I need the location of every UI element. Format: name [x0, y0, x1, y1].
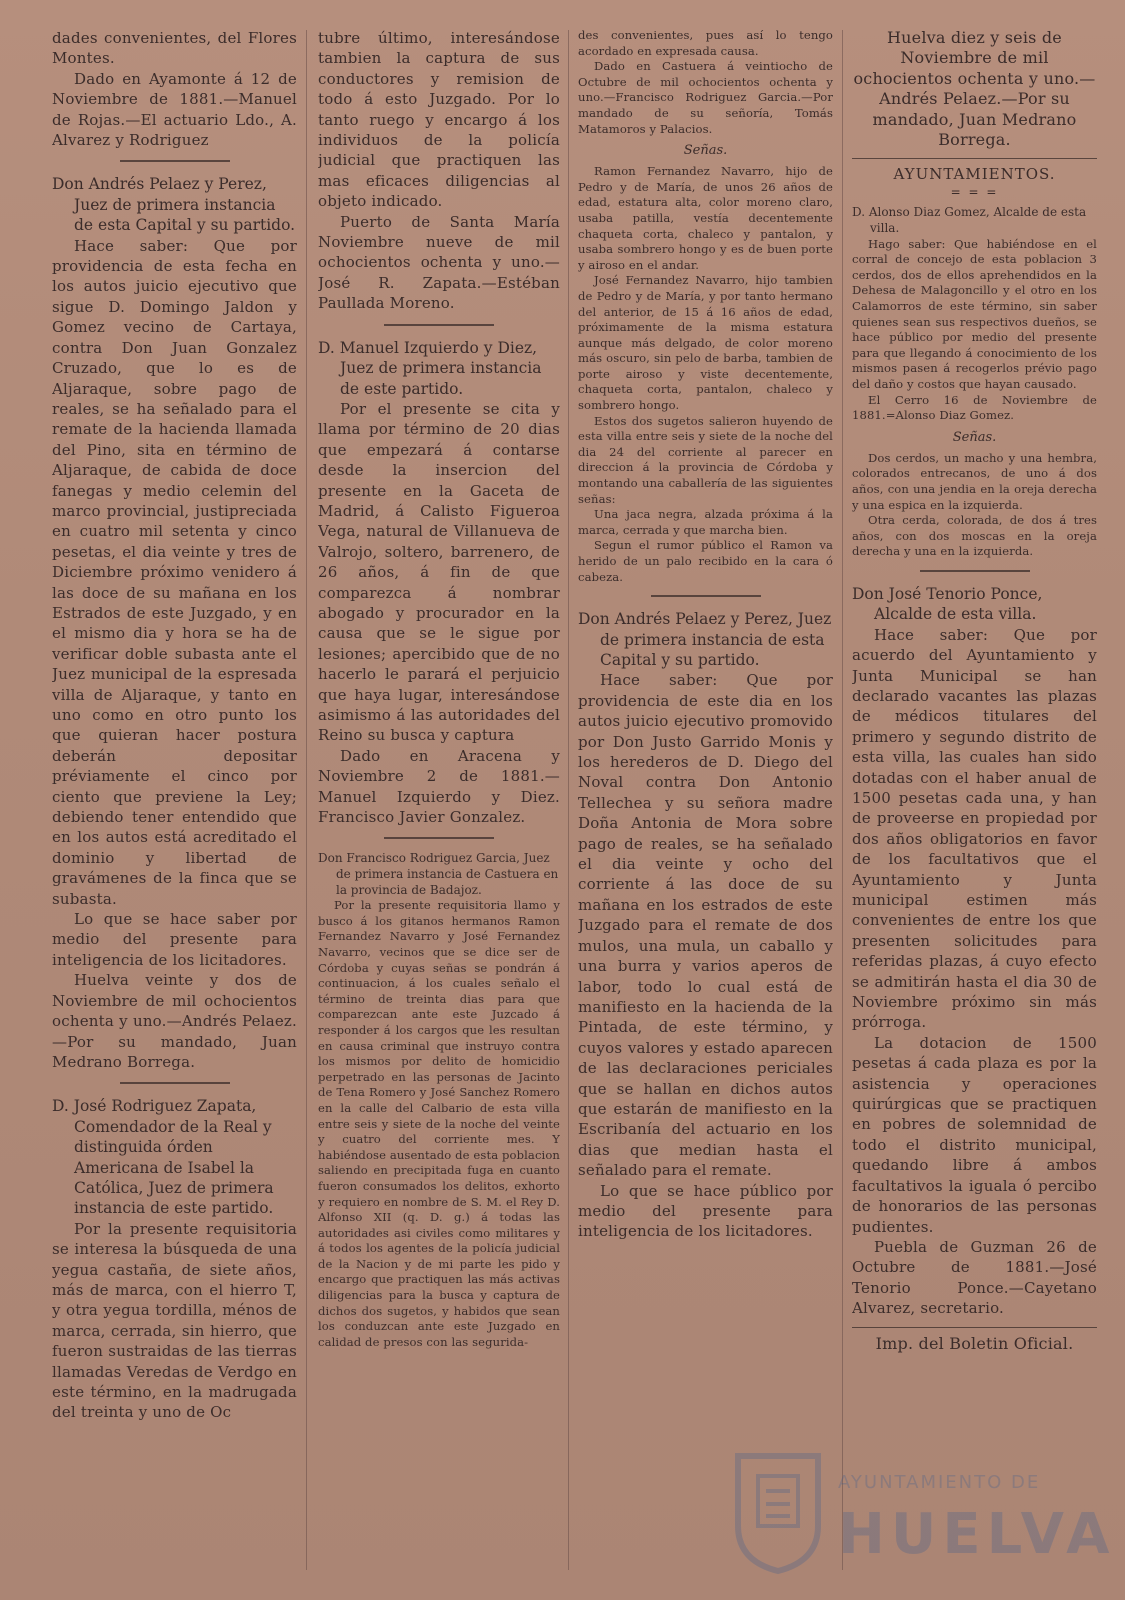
section-separator: = = =	[950, 185, 999, 200]
column-2	[318, 28, 560, 1578]
separator-rule	[852, 158, 1097, 159]
senas-heading: Señas.	[683, 143, 728, 159]
paragraph: Puebla de Guzman 26 de Octubre de 1881.—José Tenorio Ponce.—Cayetano Alvarez, secretario.	[852, 1237, 1097, 1318]
separator-rule	[384, 324, 494, 326]
imprint: Imp. del Boletin Oficial.	[875, 1333, 1074, 1353]
watermark-top-text: AYUNTAMIENTO DE	[838, 1472, 1041, 1493]
paragraph: Dado en Castuera á veintiocho de Octubre de mil ochocientos ochenta y uno.—Francisco Rodriguez Garcia.—Por mandado de su señoría, Tomás Matamoros y Palacios.	[578, 59, 833, 136]
paragraph: Puerto de Santa María Noviembre nueve de mil ochocientos ochenta y uno.—José R. Zapata.—Estéban Paullada Moreno.	[318, 212, 560, 313]
senas-heading: Señas.	[952, 429, 997, 445]
paragraph: des convenientes, pues así lo tengo acordado en expresada causa.	[578, 28, 833, 58]
separator-rule	[384, 837, 494, 839]
section-title: AYUNTAMIENTOS.	[893, 165, 1056, 184]
paragraph: Una jaca negra, alzada próxima á la marca, cerrada y que marcha bien.	[578, 507, 833, 537]
paragraph: Hace saber: Que por providencia de esta fecha en los autos juicio ejecutivo que sigue D. Domingo Jaldon y Gomez vecino de Cartaya, contra Don Juan Gonzalez Cruzado, que lo es de Aljaraque, sobre pago de reales, se ha señalado para el remate de la hacienda llamada del Pino, sita en término de Aljaraque, de cabida de doce fanegas y medio celemin del marco provincial, justipreciada en cuatro mil setenta y cinco pesetas, el dia veinte y tres de Diciembre próximo venidero á las doce de su mañana en los Estrados de este Juzgado, y en el mismo dia y hora se ha de verificar doble subasta ante el Juez municipal de la espresada villa de Aljaraque, y tanto en uno como en otro punto los que quieran hacer postura deberán depositar préviamente el cinco por ciento que previene la Ley; debiendo tener entendido que en los autos está acreditado el dominio y libertad de gravámenes de la finca que se subasta.	[52, 236, 297, 908]
notice-heading: D. Manuel Izquierdo y Diez, Juez de primera instancia de este partido.	[318, 338, 542, 398]
column-divider	[306, 30, 307, 1570]
separator-rule	[852, 1327, 1097, 1328]
notice-heading: Don Andrés Pelaez y Perez, Juez de primera instancia de esta Capital y su partido.	[578, 610, 832, 669]
paragraph: Dos cerdos, un macho y una hembra, colorados entrecanos, de uno á dos años, con una jendia en la oreja derecha y una espica en la izquierda.	[852, 450, 1097, 512]
paragraph: Por el presente se cita y llama por término de 20 dias que empezará á contarse desde la insercion del presente en la Gaceta de Madrid, á Calisto Figueroa Vega, natural de Villanueva de Valrojo, soltero, barrenero, de 26 años, á fin de que comparezca á nombrar abogado y procurador en la causa que se le sigue por lesiones; apercibido que de no hacerlo le parará el perjuicio que haya lugar, interesándose asimismo á las autoridades del Reino su busca y captura	[318, 399, 560, 745]
watermark-main-text: HUELVA	[838, 1502, 1116, 1567]
notice-heading: Don Andrés Pelaez y Perez, Juez de primera instancia de esta Capital y su partido.	[52, 175, 296, 235]
paragraph: Dado en Aracena y Noviembre 2 de 1881.—Manuel Izquierdo y Diez. Francisco Javier Gonzalez.	[318, 746, 560, 827]
paragraph: Huelva veinte y dos de Noviembre de mil ochocientos ochenta y uno.—Andrés Pelaez.—Por su mandado, Juan Medrano Borrega.	[52, 971, 297, 1071]
paragraph: Lo que se hace saber por medio del presente para inteligencia de los licitadores.	[52, 910, 297, 969]
paragraph: Por la presente requisitoria llamo y busco á los gitanos hermanos Ramon Fernandez Navarro y José Fernandez Navarro, vecinos que se dice ser de Córdoba y cuyas señas se pondrán á continuacion, á los cuales señalo el término de treinta dias para que comparezcan ante este Juzcado á responder á los cargos que les resultan en causa criminal que instruyo contra los mismos por delito de homicidio perpetrado en las personas de Jacinto de Tena Romero y José Sanchez Romero en la calle del Calbario de esta villa entre seis y siete de la noche del veinte y cuatro del corriente mes. Y habiéndose ausentado de esta poblacion saliendo en precipitada fuga en cuanto fueron consumados los delitos, exhorto y requiero en nombre de S. M. el Rey D. Alfonso XII (q. D. g.) á todas las autoridades asi civiles como militares y á todos los agentes de la policía judicial de la Nacion y de mi parte les pido y encargo que practiquen las más activas diligencias para la busca y captura de dichos dos sugetos, y habidos que sean los conduzcan ante este Juzgado en calidad de presos con las segurida-	[318, 898, 560, 1349]
paragraph: El Cerro 16 de Noviembre de 1881.=Alonso Diaz Gomez.	[852, 392, 1097, 423]
column-1	[52, 28, 297, 1578]
paragraph: La dotacion de 1500 pesetas á cada plaza es por la asistencia y operaciones quirúrgicas que se practiquen en pobres de solemnidad de todo el distrito municipal, quedando libre á ambos facultativos la iguala ó percibo de honorarios de las personas pudientes.	[852, 1033, 1097, 1236]
paragraph: Estos dos sugetos salieron huyendo de esta villa entre seis y siete de la noche del dia 24 del corriente al parecer en direccion á la provincia de Córdoba y montando una caballería de las siguientes señas:	[578, 413, 833, 506]
paragraph: dades convenientes, del Flores Montes.	[52, 29, 297, 68]
paragraph: Otra cerda, colorada, de dos á tres años, con dos moscas en la oreja derecha y una en la izquierda.	[852, 513, 1097, 559]
paragraph: tubre último, interesándose tambien la captura de sus conductores y remision de todo á esto Juzgado. Por lo tanto ruego y encargo á los individuos de la policía judicial que practiquen las mas eficaces diligencias al objeto indicado.	[318, 29, 560, 211]
paragraph: José Fernandez Navarro, hijo tambien de Pedro y de María, y por tanto hermano del anterior, de 15 á 16 años de edad, próximamente de la misma estatura aunque más delgado, de color moreno más oscuro, sin pelo de barba, tambien de porte airoso y viste decentemente, chaqueta corta, pantalon, chaleco y sombrero hongo.	[578, 273, 833, 413]
paragraph: Hace saber: Que por providencia de este dia en los autos juicio ejecutivo promovido por Don Justo Garrido Monis y los herederos de D. Diego del Noval contra Don Antonio Tellechea y su señora madre Doña Antonia de Mora sobre pago de reales, se ha señalado el dia veinte y ocho del corriente á las doce de su mañana en los estrados de este Juzgado para el remate de dos mulos, una mula, un caballo y una burra y varios aperos de labor, todo lo cual está de manifiesto en la hacienda de la Pintada, de este término, y cuyos valores y estado aparecen de las declaraciones periciales que se hallan en dichos autos que estarán de manifiesto en la Escribanía del actuario en los dias que median hasta el señalado para el remate.	[578, 671, 833, 1180]
notice-heading: D. José Rodriguez Zapata, Comendador de la Real y distinguida órden Americana de Isabel la Católica, Juez de primera instancia de este partido.	[52, 1097, 274, 1218]
notice-heading: Don Francisco Rodriguez Garcia, Juez de primera instancia de Castuera en la provincia de Badajoz.	[318, 851, 559, 897]
paragraph: Ramon Fernandez Navarro, hijo de Pedro y de María, de unos 26 años de edad, estatura alta, color moreno claro, usaba patilla, vestía decentemente chaqueta corta, chaleco y pantalon, y usaba sombrero hongo y es de buen porte y airoso en el andar.	[578, 164, 833, 272]
paragraph: Huelva diez y seis de Noviembre de mil ochocientos ochenta y uno.—Andrés Pelaez.—Por su mandado, Juan Medrano Borrega.	[853, 28, 1096, 150]
separator-rule	[651, 595, 761, 597]
column-3	[578, 28, 833, 1578]
notice-heading: D. Alonso Diaz Gomez, Alcalde de esta villa.	[852, 205, 1087, 236]
paragraph: Por la presente requisitoria se interesa la búsqueda de una yegua castaña, de siete años, más de marca, con el hierro T, y otra yegua tordilla, ménos de marca, cerrada, sin hierro, que fueron sustraidas de las tierras llamadas Veredas de Verdgo en este término, en la madrugada del treinta y uno de Oc	[52, 1219, 297, 1422]
paragraph: Hace saber: Que por acuerdo del Ayuntamiento y Junta Municipal se han declarado vacantes las plazas de médicos titulares del primero y segundo distrito de esta villa, las cuales han sido dotadas con el haber anual de 1500 pesetas cada una, y han de proveerse en propiedad por dos años obligatorios en favor de los facultativos que el Ayuntamiento y Junta municipal estimen más convenientes de entre los que presenten solicitudes para referidas plazas, á cuyo efecto se admitirán hasta el dia 30 de Noviembre próximo sin más prórroga.	[852, 625, 1097, 1032]
paragraph: Dado en Ayamonte á 12 de Noviembre de 1881.—Manuel de Rojas.—El actuario Ldo., A. Alvarez y Rodriguez	[52, 69, 297, 150]
column-4	[852, 28, 1097, 1578]
paragraph: Lo que se hace público por medio del presente para inteligencia de los licitadores.	[578, 1181, 833, 1241]
column-divider	[842, 30, 843, 1570]
paragraph: Hago saber: Que habiéndose en el corral de concejo de esta poblacion 3 cerdos, dos de ellos aprehendidos en la Dehesa de Malagoncillo y el otro en los Calamorros de este término, sin saber quienes sean sus respectivos dueños, se hace público por medio del presente para que llegando á conocimiento de los mismos pasen á recogerlos prévio pago del daño y costos que hayan causado.	[852, 236, 1097, 391]
separator-rule	[120, 160, 230, 162]
separator-rule	[120, 1082, 230, 1084]
notice-heading: Don José Tenorio Ponce, Alcalde de esta villa.	[852, 584, 1043, 624]
paragraph: Segun el rumor público el Ramon va herido de un palo recibido en la cara ó cabeza.	[578, 538, 833, 584]
column-divider	[568, 30, 569, 1570]
separator-rule	[920, 570, 1030, 572]
